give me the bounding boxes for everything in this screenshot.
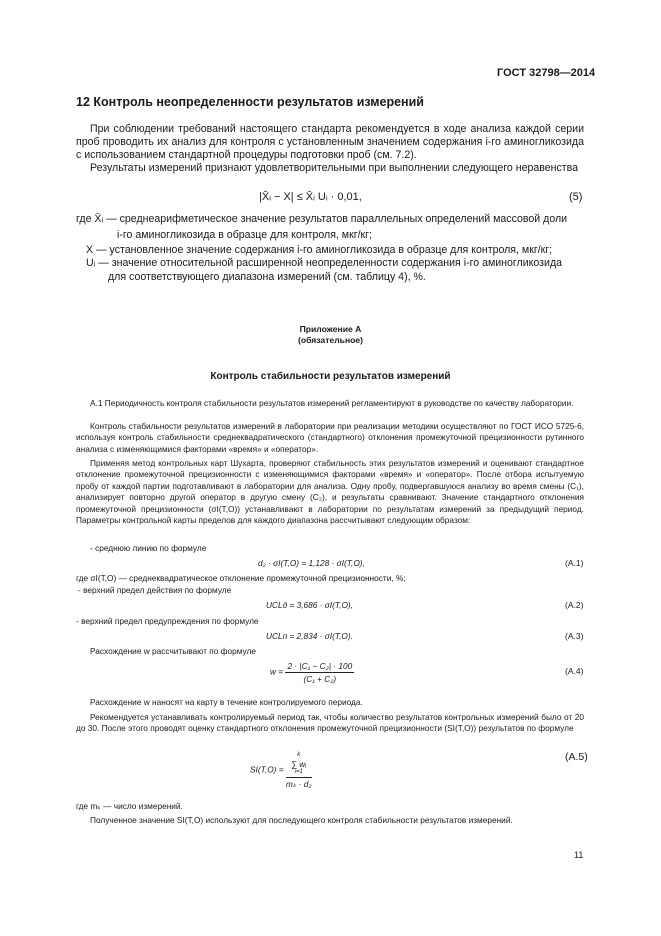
appendix-label: Приложение А (299, 324, 362, 334)
section-title: 12 Контроль неопределенности результатов измерений (76, 95, 424, 109)
formula-number: (А.2) (565, 600, 584, 610)
paragraph: Применяя метод контрольных карт Шухарта, проверяют стабильность этих результатов измерений и оценивают стандартное отклонение промежуточной прецизионности с изменяющимися факторами «время» и «оператор». После отбора испытуемую пробу от каждой партии подготавливают в лаборатории для анализа. Одну пробу, подвергавшуюся анализу во время смены (C₁), анализирует повторно другой оператор в другую смену (C₂), и результаты сравнивают. Значение стандартного отклонения промежуточной прецизионности (σI(T,O)) устанавливают в лаборатории по результатам измерений за предыдущий период. Параметры контрольной карты пределов для каждого диапазона рассчитывают следующим образом: (76, 458, 584, 526)
list-item: - среднюю линию по формуле (90, 543, 207, 553)
paragraph: Полученное значение SI(T,O) используют для последующего контроля стабильности результатов измерений. (90, 815, 513, 825)
list-item: - верхний предел действия по формуле (78, 585, 232, 595)
definition: i-го аминогликозида в образце для контроля, мкг/кг; (117, 229, 372, 241)
formula-number: (А.5) (565, 751, 588, 763)
paragraph: При соблюдении требований настоящего стандарта рекомендуется в ходе анализа каждой серии проб проводить их анализ для контроля с установленным значением содержания i-го аминогликозида с использованием стандартной процедуры подготовки проб (см. 7.2). (76, 123, 584, 161)
page-number: 11 (574, 850, 584, 860)
appendix-title: Контроль стабильности результатов измерений (210, 371, 451, 382)
definition: где σI(T,O) — среднеквадратическое отклонение промежуточной прецизионности, %; (76, 573, 406, 583)
definition: где X̄ᵢ — среднеарифметическое значение результатов параллельных определений массовой доли (76, 213, 568, 225)
formula-lhs: w = (270, 666, 284, 677)
paragraph: Расхождение w рассчитывают по формуле (90, 646, 256, 656)
formula-number: (А.3) (565, 631, 584, 641)
formula-a2: UCLд = 3,686 · σI(T,O), (266, 600, 353, 610)
formula-a3: UCLп = 2,834 · σI(T,O). (266, 631, 353, 641)
formula-lhs: SI(T,O) = (250, 764, 284, 775)
fraction (285, 661, 354, 684)
formula-a5 (250, 752, 312, 789)
definition: X — установленное значение содержания i-го аминогликозида в образце для контроля, мкг/кг; (86, 244, 553, 256)
paragraph: А.1 Периодичность контроля стабильности результатов измерений регламентируют в руководстве по качеству лаборатории. (90, 398, 574, 408)
paragraph: Расхождение w наносят на карту в течение контролируемого периода. (90, 697, 363, 707)
definition: для соответствующего диапазона измерений (см. таблицу 4), %. (108, 271, 426, 283)
fraction-numerator: 2 · |C₁ − C₂| · 100 (287, 661, 353, 671)
paragraph: Результаты измерений признают удовлетворительными при выполнении следующего неравенства (90, 162, 579, 174)
paragraph: Контроль стабильности результатов измерений в лаборатории при реализации методики осуществляют по ГОСТ ИСО 5725-6, используя контроль стабильности среднеквадратического (стандартного) отклонения промежуточной прецизионности рутинного анализа с изменяющимися факторами «время» и «оператор». (76, 421, 584, 454)
list-item: - верхний предел предупреждения по формуле (76, 616, 259, 626)
appendix-status: (обязательное) (297, 335, 364, 345)
definition: Uᵢ — значение относительной расширенной неопределенности содержания i-го аминогликозида (86, 257, 563, 269)
paragraph: Рекомендуется устанавливать контролируемый период так, чтобы количество результатов контрольных измерений было от 20 до 30. После этого проводят оценку стандартного отклонения промежуточной прецизионности (SI(T,O)) результатов по формуле (76, 712, 584, 734)
formula-5: |X̄ᵢ − X| ≤ X̄ᵢ Uᵢ · 0,01, (259, 191, 362, 203)
formula-number: (А.4) (565, 666, 584, 676)
fraction-denominator: (C₁ + C₂) (303, 674, 337, 684)
formula-number: (5) (569, 191, 583, 203)
sum-expression: ∑ wᵢ (291, 759, 307, 769)
fraction (286, 752, 312, 789)
formula-a4 (270, 661, 354, 684)
fraction-denominator: mₖ · d₂ (285, 779, 312, 789)
definition: где mₖ — число измерений. (76, 801, 183, 811)
sum-lower-limit: i=1 (294, 769, 303, 775)
standard-id: ГОСТ 32798—2014 (497, 67, 596, 79)
sum-upper-limit: k (297, 752, 301, 758)
formula-a1: d₂ · σI(T,O) = 1,128 · σI(T,O), (258, 558, 365, 568)
formula-number: (А.1) (565, 558, 584, 568)
fraction-numerator (286, 752, 312, 778)
